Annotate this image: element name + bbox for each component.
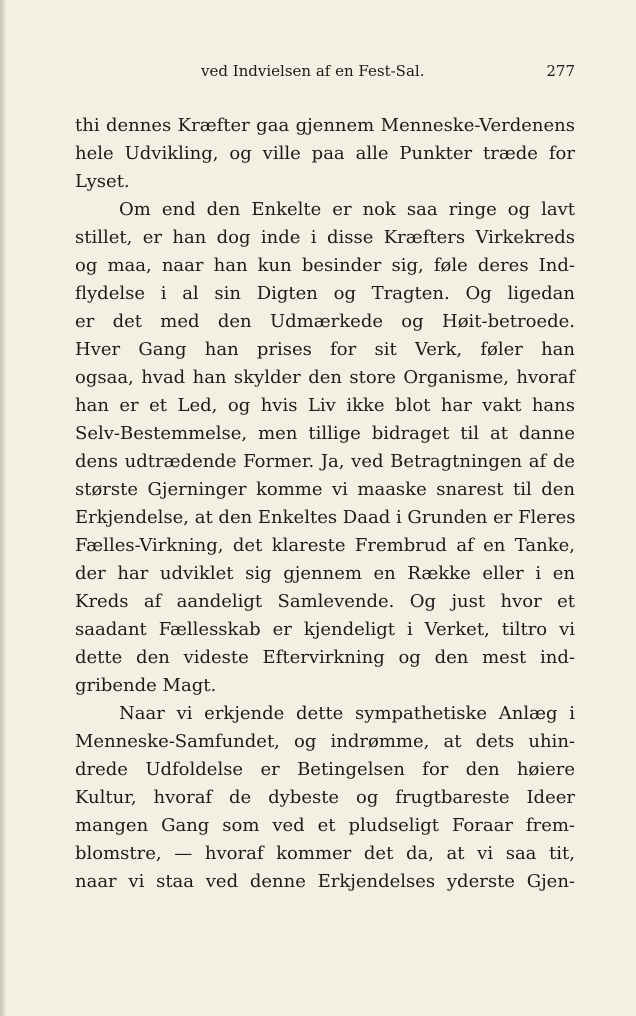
text-line: Fælles-Virkning, det klareste Frembrud af en Tanke, <box>75 535 575 556</box>
text-line: der har udviklet sig gjennem en Række eller i en <box>75 563 575 584</box>
text-line: naar vi staa ved denne Erkjendelses yderste Gjen- <box>75 871 575 892</box>
text-line: stillet, er han dog inde i disse Kræfters Virkekreds <box>75 227 575 248</box>
text-line: han er et Led, og hvis Liv ikke blot har vakt hans <box>75 395 575 416</box>
text-line: Erkjendelse, at den Enkeltes Daad i Grunden er Fleres <box>75 507 576 528</box>
text-line: Lyset. <box>75 171 130 192</box>
page-header <box>75 62 575 84</box>
body-text <box>75 112 575 896</box>
text-line: Kreds af aandeligt Samlevende. Og just hvor et <box>75 591 575 612</box>
text-line: Kultur, hvoraf de dybeste og frugtbareste Ideer <box>75 787 575 808</box>
text-line: Selv-Bestemmelse, men tillige bidraget til at danne <box>75 423 575 444</box>
text-line: hele Udvikling, og ville paa alle Punkter træde for <box>75 143 575 164</box>
text-line: Naar vi erkjende dette sympathetiske Anlæg i <box>119 703 575 724</box>
text-line: flydelse i al sin Digten og Tragten. Og ligedan <box>75 283 575 304</box>
text-line: dens udtrædende Former. Ja, ved Betragtningen af de <box>75 451 575 472</box>
text-line: dette den videste Eftervirkning og den mest ind- <box>75 647 575 668</box>
text-line: mangen Gang som ved et pludseligt Foraar frem- <box>75 815 575 836</box>
text-line: Menneske-Samfundet, og indrømme, at dets uhin- <box>75 731 575 752</box>
page-number: 277 <box>546 62 575 80</box>
running-title: ved Indvielsen af en Fest-Sal. <box>201 62 425 80</box>
text-line: største Gjerninger komme vi maaske snarest til den <box>75 479 575 500</box>
text-line: drede Udfoldelse er Betingelsen for den høiere <box>75 759 575 780</box>
text-line: Om end den Enkelte er nok saa ringe og lavt <box>119 199 575 220</box>
text-line: Hver Gang han prises for sit Verk, føler han <box>75 339 575 360</box>
page-edge <box>0 0 6 1016</box>
text-line: thi dennes Kræfter gaa gjennem Menneske-Verdenens <box>75 115 575 136</box>
text-line: og maa, naar han kun besinder sig, føle deres Ind- <box>75 255 575 276</box>
text-line: er det med den Udmærkede og Høit-betroede. <box>75 311 575 332</box>
text-line: blomstre, — hvoraf kommer det da, at vi saa tit, <box>75 843 575 864</box>
text-line: gribende Magt. <box>75 675 217 696</box>
text-line: ogsaa, hvad han skylder den store Organisme, hvoraf <box>75 367 575 388</box>
text-line: saadant Fællesskab er kjendeligt i Verket, tiltro vi <box>75 619 575 640</box>
